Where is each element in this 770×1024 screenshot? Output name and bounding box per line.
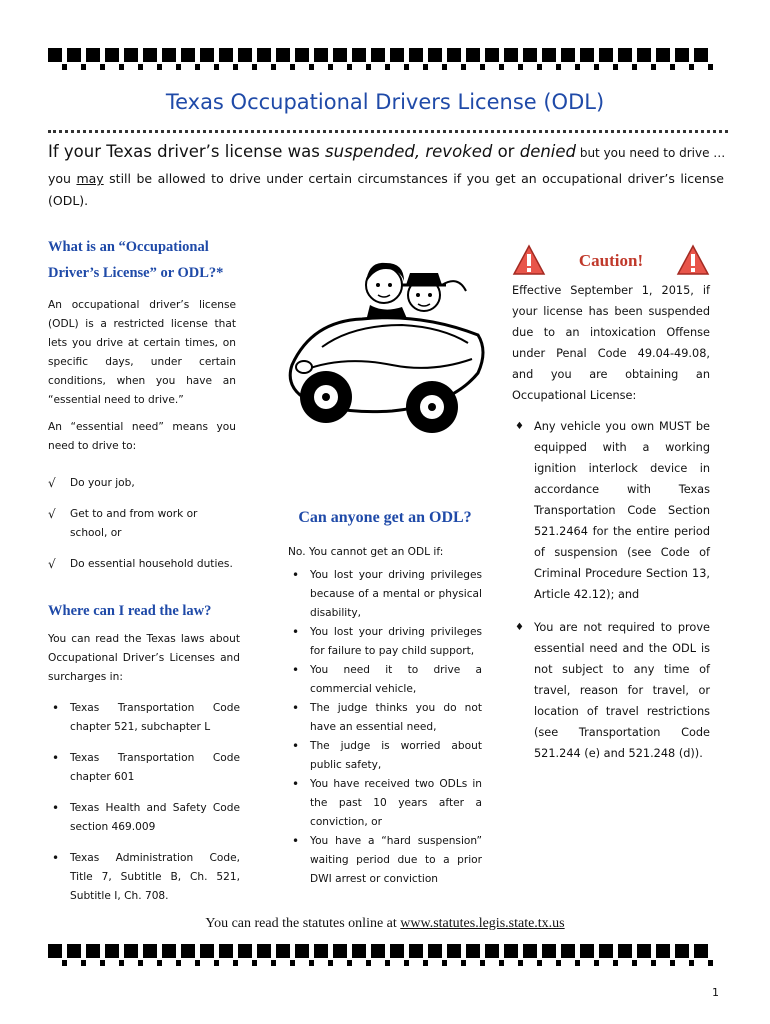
- what-heading: [48, 234, 236, 286]
- list-item: √ Get to and from work or school, or: [48, 505, 236, 543]
- caution-header: [512, 240, 710, 280]
- list-item: • The judge is worried about public safety,: [288, 737, 482, 775]
- warning-icon: [676, 243, 710, 277]
- list-item: • Texas Transportation Code chapter 601: [48, 749, 240, 787]
- caution-list: [512, 416, 710, 764]
- list-item: • You lost your driving privileges for failure to pay child support,: [288, 623, 482, 661]
- list-item: • Texas Health and Safety Code section 469.009: [48, 799, 240, 837]
- caution-body: [512, 280, 710, 764]
- footer-text: You can read the statutes online at: [205, 916, 401, 931]
- essential-need-list: [48, 474, 236, 574]
- intro-continuation: [48, 168, 724, 212]
- what-heading-line1: What is an “Occupational: [48, 239, 209, 255]
- anyone-intro: No. You cannot get an ODL if:: [288, 546, 444, 558]
- intro-emphasis-denied: denied: [519, 142, 577, 161]
- caution-paragraph: Effective September 1, 2015, if your license has been suspended due to an intoxication Offense under Penal Code 49.04-49.08, and you are obtaining an Occupational License:: [512, 284, 710, 402]
- intro-mid: or: [492, 142, 520, 161]
- list-item: • You lost your driving privileges because of a mental or physical disability,: [288, 566, 482, 623]
- page-number: 1: [712, 986, 719, 999]
- intro-lead: If your Texas driver’s license was: [48, 142, 326, 161]
- left-column: [48, 234, 236, 586]
- list-item: • You need it to drive a commercial vehicle,: [288, 661, 482, 699]
- anyone-heading: Can anyone get an ODL?: [298, 509, 472, 526]
- list-item: • You have a “hard suspension” waiting period due to a prior DWI arrest or conviction: [288, 832, 482, 889]
- list-item: √ Do essential household duties.: [48, 555, 236, 574]
- middle-column: [288, 505, 482, 889]
- intro-may: may: [76, 171, 104, 186]
- checkered-border-top: [48, 48, 728, 76]
- intro-line2-b: still be allowed to drive under certain circumstances if you get an occupational driver’s license (ODL).: [48, 171, 724, 208]
- caution-section: [512, 240, 710, 772]
- list-item: ♦ Any vehicle you own MUST be equipped with a working ignition interlock device in accordance with Texas Transportation Code Section 521.2464 for the entire period of suspension (see Code of Criminal Procedure Section 13, Article 42.12); and: [512, 416, 710, 605]
- list-item: • The judge thinks you do not have an essential need,: [288, 699, 482, 737]
- intro-line2-a: you: [48, 171, 77, 186]
- intro-small: but you need to drive …: [576, 146, 726, 160]
- essential-need-paragraph: An “essential need” means you need to drive to:: [48, 421, 236, 452]
- anyone-list: [288, 566, 482, 889]
- law-section: [48, 598, 240, 914]
- warning-icon: [512, 243, 546, 277]
- intro-emphasis-suspended: suspended, revoked: [325, 142, 493, 161]
- list-item: √ Do your job,: [48, 474, 236, 493]
- car-illustration: [282, 255, 492, 455]
- page-title: Texas Occupational Drivers License (ODL): [165, 90, 605, 114]
- list-item: ♦ You are not required to prove essential need and the ODL is not subject to any time of travel, reason for travel, or location of travel restrictions (see Transportation Code 521.244 (e) and 521.248 (d)).: [512, 617, 710, 764]
- list-item: • You have received two ODLs in the past 10 years after a conviction, or: [288, 775, 482, 832]
- dotted-divider: [48, 130, 728, 133]
- law-paragraph: You can read the Texas laws about Occupational Driver’s Licenses and surcharges in:: [48, 633, 240, 683]
- list-item: • Texas Administration Code, Title 7, Subtitle B, Ch. 521, Subtitle I, Ch. 708.: [48, 849, 240, 906]
- law-list: [48, 699, 240, 906]
- what-paragraph: An occupational driver’s license (ODL) is a restricted license that lets you drive at certain times, on specific days, under certain conditions, when you have an “essential need to drive.”: [48, 299, 236, 406]
- intro-headline: [48, 142, 728, 161]
- caution-title: Caution!: [578, 250, 644, 270]
- footer: [0, 916, 770, 932]
- law-heading: Where can I read the law?: [48, 603, 212, 619]
- checkered-border-bottom: [48, 944, 728, 972]
- statutes-link[interactable]: www.statutes.legis.state.tx.us: [400, 916, 565, 931]
- list-item: • Texas Transportation Code chapter 521, subchapter L: [48, 699, 240, 737]
- what-heading-line2: Driver’s License” or ODL?*: [48, 265, 224, 281]
